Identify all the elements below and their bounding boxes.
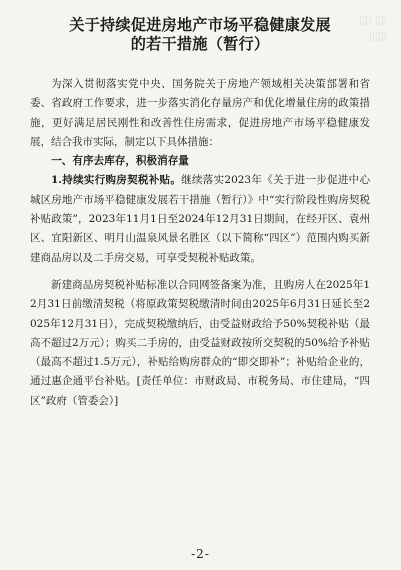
page-number: -2- bbox=[191, 547, 210, 561]
document-title-line-1: 关于持续促进房地产市场平稳健康发展 bbox=[69, 16, 331, 34]
intro-paragraph: 为深入贯彻落实党中央、国务院关于房地产领域相关决策部署和省委、省政府工作要求，进一步落实消化存量房产和优化增量住房的政策措施，更好满足居民刚性和改善性住房需求，促进房地产市场平稳健康发展，结合我市实际，制定以下具体措施： bbox=[30, 78, 370, 148]
document-title-line-2: 的若干措施（暂行） bbox=[130, 35, 270, 53]
item-1-paragraph bbox=[30, 171, 370, 267]
item-1-subheading: 1.持续实行购房契税补贴。 bbox=[51, 174, 182, 187]
item-1-body: 继续落实2023年《关于进一步促进中心城区房地产市场平稳健康发展若干措施（暂行）》中“实行阶段性购房契税补贴政策”，2023年11月1日至2024年12月31日期间，在经开区、袁州区、宜阳新区、明月山温泉风景名胜区（以下简称“四区”）范围内购买新建商品房以及二手房交易，可享受契税补贴政策。 bbox=[30, 174, 370, 264]
section-heading-1: 一、有序去库存，积极消存量 bbox=[51, 155, 189, 168]
item-1-paragraph-2: 新建商品房契税补贴标准以合同网签备案为准，且购房人在2025年12月31日前缴清契税（将原政策契税缴清时间由2025年6月31日延长至2025年12月31日），完成契税缴纳后，由受益财政给予50%契税补贴（最高不超过2万元）；购买二手房的，由受益财政按所交契税的50%给予补贴（最高不超过1.5万元），补贴给购房群众的“即交即补”；补贴给企业的，通过惠企通平台补贴。[责任单位：市财政局、市税务局、市住建局，“四区”政府（管委会）] bbox=[30, 278, 370, 407]
paragraph-gap bbox=[30, 268, 370, 276]
show-through-shadow: ▯▯ ▯▯ ▯▯▯ bbox=[359, 13, 387, 42]
